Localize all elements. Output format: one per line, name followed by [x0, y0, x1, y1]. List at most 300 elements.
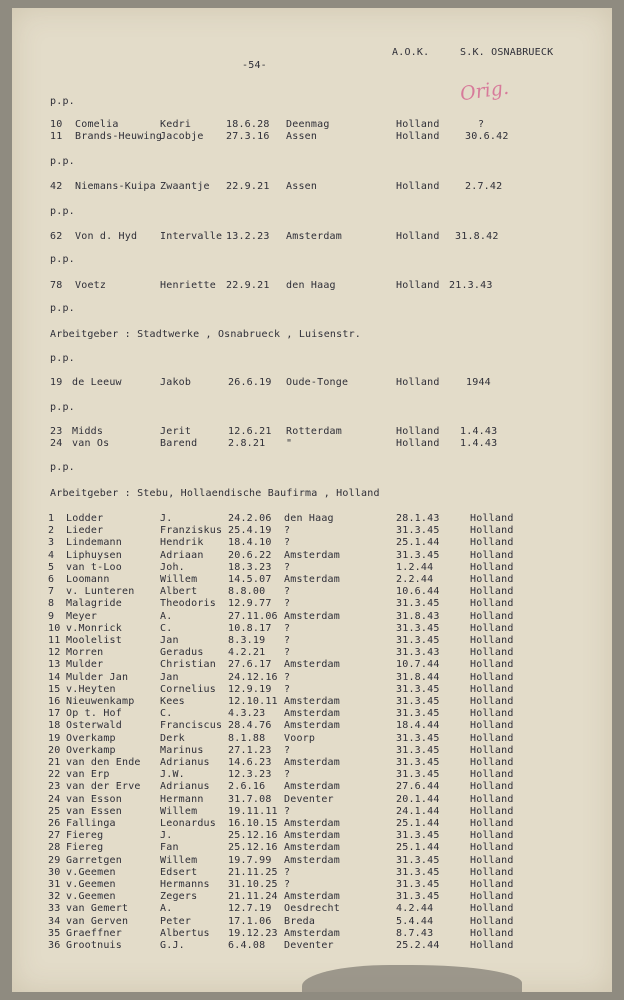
entry-country: Holland — [470, 854, 514, 866]
entry-country: Holland — [470, 879, 514, 890]
entry-date: 20.1.44 — [396, 793, 440, 805]
entry-surname: van Os — [72, 438, 110, 449]
entry-date: 1.4.43 — [460, 438, 498, 449]
entry-surname: Lieder — [66, 525, 104, 537]
entry-country: Holland — [470, 586, 514, 598]
entry-birthdate: 25.4.19 — [228, 525, 272, 537]
entry-birthdate: 25.12.16 — [228, 830, 278, 842]
entry-surname: van den Ende — [66, 757, 141, 768]
entry-birthdate: 28.4.76 — [228, 720, 272, 732]
entry-birthdate: 6.4.08 — [228, 940, 266, 951]
entry-number: 10 — [50, 119, 63, 130]
entry-date: 28.1.43 — [396, 513, 440, 524]
entry-date: 31.3.45 — [396, 757, 440, 768]
entry-birthdate: 20.6.22 — [228, 549, 272, 561]
entry-firstname: Albertus — [160, 927, 210, 939]
entry-date: 1.4.43 — [460, 426, 498, 437]
entry-firstname: Adrianus — [160, 781, 210, 793]
entry-birthplace: den Haag — [284, 513, 334, 524]
entry-birthplace: Amsterdam — [286, 231, 342, 242]
entry-birthplace: ? — [284, 683, 291, 695]
entry-number: 32 — [48, 891, 61, 903]
entry-date: 31.3.45 — [396, 696, 440, 707]
pp-marker: p.p. — [50, 353, 75, 364]
entry-firstname: Kedri — [160, 119, 192, 130]
entry-country: Holland — [470, 769, 514, 781]
entry-birthplace: ? — [284, 622, 291, 634]
entry-number: 24 — [48, 793, 61, 805]
entry-number: 33 — [48, 903, 61, 915]
entry-surname: v.Heyten — [66, 683, 116, 695]
entry-surname: Brands-Heuwing — [75, 131, 163, 142]
entry-country: Holland — [470, 781, 514, 793]
entry-date: 31.3.45 — [396, 708, 440, 720]
entry-surname: v.Geemen — [66, 879, 116, 890]
entry-surname: Mulder Jan — [66, 671, 129, 683]
entry-firstname: Adrianus — [160, 757, 210, 768]
entry-country: Holland — [470, 574, 514, 585]
entry-country: Holland — [396, 131, 440, 142]
entry-surname: van Esson — [66, 793, 122, 805]
entry-surname: Lindemann — [66, 537, 122, 549]
entry-surname: Graeffner — [66, 927, 122, 939]
entry-firstname: C. — [160, 622, 173, 634]
entry-country: Holland — [396, 181, 440, 192]
entry-birthdate: 12.7.19 — [228, 903, 272, 915]
entry-surname: van t-Loo — [66, 561, 122, 573]
entry-birthplace: Amsterdam — [284, 574, 340, 585]
pp-marker: p.p. — [50, 462, 75, 473]
entry-firstname: Zegers — [160, 891, 198, 903]
pp-marker: p.p. — [50, 156, 75, 167]
entry-number: 9 — [48, 610, 55, 622]
entry-number: 11 — [50, 131, 63, 142]
pp-marker: p.p. — [50, 402, 75, 413]
entry-birthplace: Deventer — [284, 940, 334, 951]
entry-date: 31.3.43 — [396, 647, 440, 659]
entry-number: 23 — [50, 426, 63, 437]
entry-firstname: Jacobje — [160, 131, 204, 142]
entry-firstname: Marinus — [160, 744, 204, 756]
entry-firstname: Albert — [160, 586, 198, 598]
entry-birthplace: ? — [284, 647, 291, 659]
entry-date: 10.6.44 — [396, 586, 440, 598]
entry-firstname: Edsert — [160, 866, 198, 878]
entry-number: 22 — [48, 769, 61, 781]
entry-surname: van Erp — [66, 769, 110, 781]
entry-firstname: Cornelius — [160, 683, 216, 695]
entry-country: Holland — [470, 659, 514, 671]
entry-birthplace: Amsterdam — [284, 781, 340, 793]
entry-date: 31.3.45 — [396, 622, 440, 634]
entry-surname: v.Geemen — [66, 866, 116, 878]
entry-birthplace: Deenmag — [286, 119, 330, 130]
entry-firstname: Hendrik — [160, 537, 204, 549]
entry-birthdate: 18.4.10 — [228, 537, 272, 549]
entry-number: 14 — [48, 671, 61, 683]
entry-date: 2.7.42 — [465, 181, 503, 192]
entry-number: 19 — [50, 377, 63, 388]
entry-date: 1944 — [466, 377, 491, 388]
entry-number: 34 — [48, 915, 61, 927]
entry-birthdate: 24.12.16 — [228, 671, 278, 683]
entry-number: 8 — [48, 598, 55, 610]
entry-country: Holland — [396, 119, 440, 130]
entry-firstname: Leonardus — [160, 818, 216, 829]
entry-firstname: Hermann — [160, 793, 204, 805]
entry-date: 2.2.44 — [396, 574, 434, 585]
entry-firstname: G.J. — [160, 940, 185, 951]
entry-surname: v. Lunteren — [66, 586, 135, 598]
entry-birthplace: ? — [284, 525, 291, 537]
entry-birthdate: 4.3.23 — [228, 708, 266, 720]
entry-surname: v.Monrick — [66, 622, 122, 634]
entry-birthplace: Oesdrecht — [284, 903, 340, 915]
entry-birthdate: 19.7.99 — [228, 854, 272, 866]
entry-surname: Fiereg — [66, 830, 104, 842]
employer-heading-stadtwerke: Arbeitgeber : Stadtwerke , Osnabrueck , Luisenstr. — [50, 329, 362, 340]
entry-date: 8.7.43 — [396, 927, 434, 939]
entry-birthdate: 18.6.28 — [226, 119, 270, 130]
entry-birthplace: ? — [284, 769, 291, 781]
entry-birthplace: ? — [284, 586, 291, 598]
entry-firstname: Jan — [160, 671, 179, 683]
entry-surname: Meyer — [66, 610, 98, 622]
entry-birthdate: 17.1.06 — [228, 915, 272, 927]
entry-firstname: Christian — [160, 659, 216, 671]
entry-number: 27 — [48, 830, 61, 842]
entry-surname: Voetz — [75, 280, 107, 291]
entry-date: 27.6.44 — [396, 781, 440, 793]
entry-surname: Op t. Hof — [66, 708, 122, 720]
entry-birthdate: 8.1.88 — [228, 732, 266, 744]
entry-country: Holland — [470, 891, 514, 903]
entry-country: Holland — [470, 708, 514, 720]
entry-date: 30.6.42 — [465, 131, 509, 142]
entry-country: Holland — [470, 525, 514, 537]
entry-country: Holland — [396, 438, 440, 449]
entry-birthplace: Amsterdam — [284, 830, 340, 842]
entry-birthplace: Amsterdam — [284, 720, 340, 732]
entry-country: Holland — [396, 377, 440, 388]
entry-date: 31.3.45 — [396, 683, 440, 695]
entry-date: 5.4.44 — [396, 915, 434, 927]
entry-country: Holland — [470, 671, 514, 683]
entry-birthdate: 12.9.19 — [228, 683, 272, 695]
entry-birthdate: 12.9.77 — [228, 598, 272, 610]
entry-number: 62 — [50, 231, 63, 242]
entry-country: Holland — [470, 818, 514, 829]
entry-surname: Overkamp — [66, 732, 116, 744]
entry-number: 30 — [48, 866, 61, 878]
entry-birthdate: 12.10.11 — [228, 696, 278, 707]
entry-surname: Grootnuis — [66, 940, 122, 951]
entry-number: 26 — [48, 818, 61, 829]
entry-country: Holland — [470, 537, 514, 549]
entry-date: 10.7.44 — [396, 659, 440, 671]
entry-number: 17 — [48, 708, 61, 720]
entry-firstname: Franciscus — [160, 720, 223, 732]
entry-birthplace: Assen — [286, 131, 318, 142]
entry-birthplace: Amsterdam — [284, 549, 340, 561]
entry-birthdate: 24.2.06 — [228, 513, 272, 524]
entry-date: 31.3.45 — [396, 879, 440, 890]
entry-firstname: Geradus — [160, 647, 204, 659]
entry-country: Holland — [470, 549, 514, 561]
entry-firstname: Derk — [160, 732, 185, 744]
entry-country: Holland — [470, 757, 514, 768]
entry-number: 12 — [48, 647, 61, 659]
entry-firstname: Fan — [160, 842, 179, 854]
entry-firstname: A. — [160, 610, 173, 622]
entry-firstname: C. — [160, 708, 173, 720]
entry-birthdate: 21.11.25 — [228, 866, 278, 878]
entry-birthplace: Oude-Tonge — [286, 377, 349, 388]
entry-birthplace: " — [286, 438, 293, 449]
entry-number: 1 — [48, 513, 55, 524]
entry-number: 7 — [48, 586, 55, 598]
entry-birthdate: 18.3.23 — [228, 561, 272, 573]
entry-country: Holland — [470, 842, 514, 854]
entry-country: Holland — [470, 513, 514, 524]
entry-firstname: J. — [160, 513, 173, 524]
entry-date: 31.3.45 — [396, 525, 440, 537]
pp-marker: p.p. — [50, 303, 75, 314]
pencil-annotation: Orig. — [458, 76, 511, 106]
entry-surname: de Leeuw — [72, 377, 122, 388]
entry-surname: van Gerven — [66, 915, 129, 927]
entry-date: 31.8.43 — [396, 610, 440, 622]
entry-country: Holland — [470, 793, 514, 805]
page-number: -54- — [242, 60, 267, 71]
entry-birthplace: Voorp — [284, 732, 316, 744]
entry-birthplace: Amsterdam — [284, 842, 340, 854]
entry-country: Holland — [470, 610, 514, 622]
entry-birthplace: ? — [284, 744, 291, 756]
entry-birthdate: 2.8.21 — [228, 438, 266, 449]
entry-number: 42 — [50, 181, 63, 192]
entry-firstname: Zwaantje — [160, 181, 210, 192]
entry-birthplace: ? — [284, 671, 291, 683]
entry-country: Holland — [396, 280, 440, 291]
entry-firstname: Joh. — [160, 561, 185, 573]
entry-firstname: Jerit — [160, 426, 192, 437]
entry-firstname: Adriaan — [160, 549, 204, 561]
entry-birthdate: 13.2.23 — [226, 231, 270, 242]
entry-country: Holland — [470, 683, 514, 695]
entry-number: 29 — [48, 854, 61, 866]
entry-date: 31.3.45 — [396, 866, 440, 878]
entry-birthplace: Assen — [286, 181, 318, 192]
entry-birthdate: 14.6.23 — [228, 757, 272, 768]
entry-country: Holland — [470, 866, 514, 878]
entry-surname: Nieuwenkamp — [66, 696, 135, 707]
entry-surname: Niemans-Kuipa — [75, 181, 156, 192]
entry-country: Holland — [470, 635, 514, 646]
entry-country: Holland — [396, 426, 440, 437]
entry-birthplace: Amsterdam — [284, 927, 340, 939]
entry-birthplace: den Haag — [286, 280, 336, 291]
entry-number: 16 — [48, 696, 61, 707]
entry-date: 31.8.42 — [455, 231, 499, 242]
entry-number: 19 — [48, 732, 61, 744]
entry-birthplace: Amsterdam — [284, 818, 340, 829]
office-code: A.O.K. — [392, 47, 430, 58]
entry-country: Holland — [470, 927, 514, 939]
entry-number: 4 — [48, 549, 55, 561]
entry-birthplace: ? — [284, 879, 291, 890]
entry-date: 31.3.45 — [396, 830, 440, 842]
entry-birthplace: ? — [284, 561, 291, 573]
entry-firstname: Willem — [160, 805, 198, 817]
entry-date: 25.1.44 — [396, 842, 440, 854]
entry-birthdate: 27.6.17 — [228, 659, 272, 671]
employer-heading-stebu: Arbeitgeber : Stebu, Hollaendische Baufirma , Holland — [50, 488, 380, 499]
entry-birthplace: Rotterdam — [286, 426, 342, 437]
entry-country: Holland — [470, 830, 514, 842]
entry-surname: Moolelist — [66, 635, 122, 646]
entry-number: 6 — [48, 574, 55, 585]
entry-birthplace: Amsterdam — [284, 659, 340, 671]
entry-birthplace: Amsterdam — [284, 891, 340, 903]
entry-birthdate: 8.3.19 — [228, 635, 266, 646]
entry-birthplace: ? — [284, 598, 291, 610]
entry-surname: Comelia — [75, 119, 119, 130]
entry-firstname: A. — [160, 903, 173, 915]
entry-surname: v.Geemen — [66, 891, 116, 903]
entry-birthplace: Breda — [284, 915, 316, 927]
entry-firstname: J.W. — [160, 769, 185, 781]
entry-surname: Mulder — [66, 659, 104, 671]
pp-marker: p.p. — [50, 254, 75, 265]
entry-date: 21.3.43 — [449, 280, 493, 291]
entry-date: 25.2.44 — [396, 940, 440, 951]
entry-country: Holland — [470, 622, 514, 634]
entry-surname: Liphuysen — [66, 549, 122, 561]
entry-birthdate: 27.11.06 — [228, 610, 278, 622]
entry-number: 24 — [50, 438, 63, 449]
entry-firstname: Barend — [160, 438, 198, 449]
entry-firstname: Kees — [160, 696, 185, 707]
entry-number: 31 — [48, 879, 61, 890]
entry-birthdate: 8.8.00 — [228, 586, 266, 598]
entry-number: 36 — [48, 940, 61, 951]
entry-country: Holland — [470, 940, 514, 951]
entry-birthplace: Amsterdam — [284, 708, 340, 720]
entry-country: Holland — [470, 732, 514, 744]
entry-birthdate: 27.1.23 — [228, 744, 272, 756]
entry-surname: Midds — [72, 426, 104, 437]
entry-birthdate: 14.5.07 — [228, 574, 272, 585]
entry-number: 11 — [48, 635, 61, 646]
entry-surname: van der Erve — [66, 781, 141, 793]
entry-birthdate: 19.12.23 — [228, 927, 278, 939]
entry-surname: Von d. Hyd — [75, 231, 138, 242]
entry-number: 20 — [48, 744, 61, 756]
entry-country: Holland — [470, 720, 514, 732]
entry-birthplace: Amsterdam — [284, 610, 340, 622]
torn-edge — [302, 965, 522, 995]
entry-country: Holland — [470, 915, 514, 927]
entry-birthplace: Deventer — [284, 793, 334, 805]
office-location: S.K. OSNABRUECK — [460, 47, 554, 58]
entry-number: 23 — [48, 781, 61, 793]
entry-birthplace: ? — [284, 805, 291, 817]
entry-birthplace: ? — [284, 635, 291, 646]
entry-surname: Fallinga — [66, 818, 116, 829]
entry-birthdate: 31.7.08 — [228, 793, 272, 805]
entry-firstname: Henriette — [160, 280, 216, 291]
entry-number: 25 — [48, 805, 61, 817]
entry-surname: Osterwald — [66, 720, 122, 732]
entry-date: ? — [478, 119, 485, 130]
entry-number: 78 — [50, 280, 63, 291]
entry-number: 3 — [48, 537, 55, 549]
entry-birthdate: 2.6.16 — [228, 781, 266, 793]
entry-birthplace: Amsterdam — [284, 696, 340, 707]
entry-firstname: Peter — [160, 915, 192, 927]
entry-number: 28 — [48, 842, 61, 854]
entry-firstname: Jan — [160, 635, 179, 646]
entry-birthplace: Amsterdam — [284, 757, 340, 768]
entry-number: 5 — [48, 561, 55, 573]
entry-country: Holland — [470, 561, 514, 573]
entry-birthplace: ? — [284, 866, 291, 878]
entry-firstname: Intervalle — [160, 231, 223, 242]
entry-surname: Garretgen — [66, 854, 122, 866]
entry-country: Holland — [470, 598, 514, 610]
entry-birthdate: 26.6.19 — [228, 377, 272, 388]
entry-date: 31.3.45 — [396, 769, 440, 781]
entry-number: 10 — [48, 622, 61, 634]
entry-birthdate: 12.6.21 — [228, 426, 272, 437]
entry-number: 15 — [48, 683, 61, 695]
entry-number: 18 — [48, 720, 61, 732]
entry-birthdate: 16.10.15 — [228, 818, 278, 829]
entry-birthdate: 19.11.11 — [228, 805, 278, 817]
entry-date: 25.1.44 — [396, 537, 440, 549]
entry-birthplace: Amsterdam — [284, 854, 340, 866]
entry-firstname: Theodoris — [160, 598, 216, 610]
entry-birthplace: ? — [284, 537, 291, 549]
entry-date: 31.3.45 — [396, 635, 440, 646]
entry-surname: van Essen — [66, 805, 122, 817]
entry-surname: Lodder — [66, 513, 104, 524]
entry-surname: Morren — [66, 647, 104, 659]
entry-date: 4.2.44 — [396, 903, 434, 915]
entry-date: 31.3.45 — [396, 891, 440, 903]
entry-country: Holland — [470, 696, 514, 707]
entry-birthdate: 12.3.23 — [228, 769, 272, 781]
entry-date: 25.1.44 — [396, 818, 440, 829]
entry-date: 31.3.45 — [396, 732, 440, 744]
entry-date: 31.3.45 — [396, 549, 440, 561]
entry-birthdate: 22.9.21 — [226, 280, 270, 291]
entry-firstname: Franziskus — [160, 525, 223, 537]
entry-country: Holland — [396, 231, 440, 242]
entry-country: Holland — [470, 805, 514, 817]
entry-date: 31.3.45 — [396, 598, 440, 610]
pp-marker: p.p. — [50, 96, 75, 107]
entry-birthdate: 25.12.16 — [228, 842, 278, 854]
entry-surname: Malagride — [66, 598, 122, 610]
entry-surname: van Gemert — [66, 903, 129, 915]
entry-date: 31.3.45 — [396, 854, 440, 866]
entry-surname: Loomann — [66, 574, 110, 585]
entry-firstname: Willem — [160, 574, 198, 585]
entry-birthdate: 4.2.21 — [228, 647, 266, 659]
entry-date: 18.4.44 — [396, 720, 440, 732]
